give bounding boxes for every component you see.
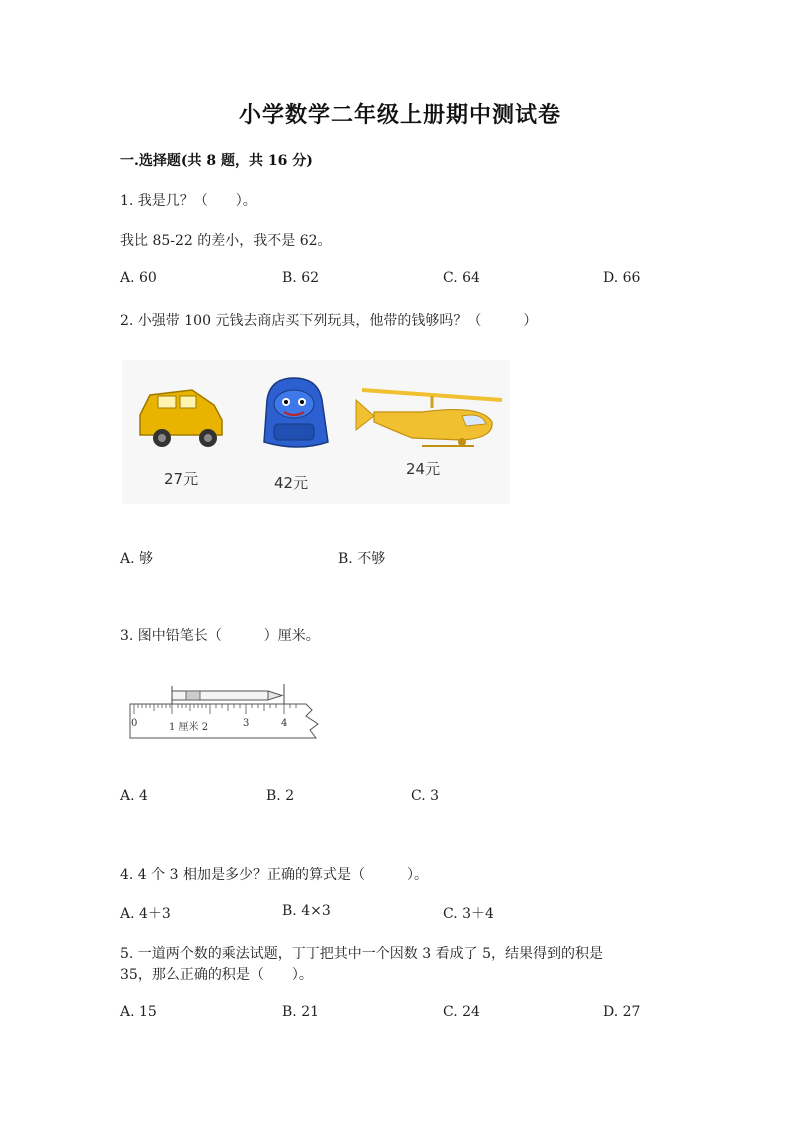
q2-option-a[interactable]: A. 够 xyxy=(120,551,154,567)
q3-option-c[interactable]: C. 3 xyxy=(411,788,440,804)
question-2-stem: 2. 小强带 100 元钱去商店买下列玩具，他带的钱够吗？（ ） xyxy=(120,313,538,329)
backpack-price: 42元 xyxy=(274,474,309,492)
toys-figure xyxy=(122,360,510,504)
page-title: 小学数学二年级上册期中测试卷 xyxy=(238,102,561,128)
q1-option-d[interactable]: D. 66 xyxy=(603,270,641,286)
ruler-figure xyxy=(126,680,326,742)
q5-option-c[interactable]: C. 24 xyxy=(443,1004,480,1020)
q4-option-a[interactable]: A. 4＋3 xyxy=(120,906,171,922)
backpack-icon xyxy=(264,378,328,447)
ruler-label-4: 4 xyxy=(281,718,288,729)
section-heading: 一.选择题(共 8 题，共 16 分) xyxy=(120,153,313,169)
question-1-stem: 1. 我是几？（ ）。 xyxy=(120,193,257,209)
q5-option-a[interactable]: A. 15 xyxy=(120,1004,157,1020)
car-price: 27元 xyxy=(164,470,199,488)
q1-option-c[interactable]: C. 64 xyxy=(443,270,480,286)
question-5-stem-line2: 35，那么正确的积是（ ）。 xyxy=(120,967,313,983)
pencil-icon xyxy=(172,684,284,704)
q1-option-b[interactable]: B. 62 xyxy=(282,270,320,286)
helicopter-price: 24元 xyxy=(406,460,441,478)
question-1-sub: 我比 85-22 的差小，我不是 62。 xyxy=(120,233,332,249)
q2-option-b[interactable]: B. 不够 xyxy=(338,551,386,567)
q3-option-a[interactable]: A. 4 xyxy=(120,788,148,804)
ruler-label-3: 3 xyxy=(243,718,250,729)
q1-option-a[interactable]: A. 60 xyxy=(120,270,157,286)
question-3-stem: 3. 图中铅笔长（ ）厘米。 xyxy=(120,628,320,644)
question-4-stem: 4. 4 个 3 相加是多少？正确的算式是（ ）。 xyxy=(120,867,428,883)
q5-option-d[interactable]: D. 27 xyxy=(603,1004,641,1020)
q4-option-b[interactable]: B. 4×3 xyxy=(282,903,331,919)
ruler-label-0: 0 xyxy=(131,718,138,729)
q3-option-b[interactable]: B. 2 xyxy=(266,788,295,804)
q5-option-b[interactable]: B. 21 xyxy=(282,1004,320,1020)
helicopter-icon xyxy=(356,390,502,446)
question-5-stem-line1: 5. 一道两个数的乘法试题，丁丁把其中一个因数 3 看成了 5，结果得到的积是 xyxy=(120,946,603,962)
ruler-label-1-2: 1 厘米 2 xyxy=(169,722,209,733)
q4-option-c[interactable]: C. 3＋4 xyxy=(443,906,494,922)
ruler-illustration xyxy=(126,680,326,742)
car-icon xyxy=(140,390,222,447)
